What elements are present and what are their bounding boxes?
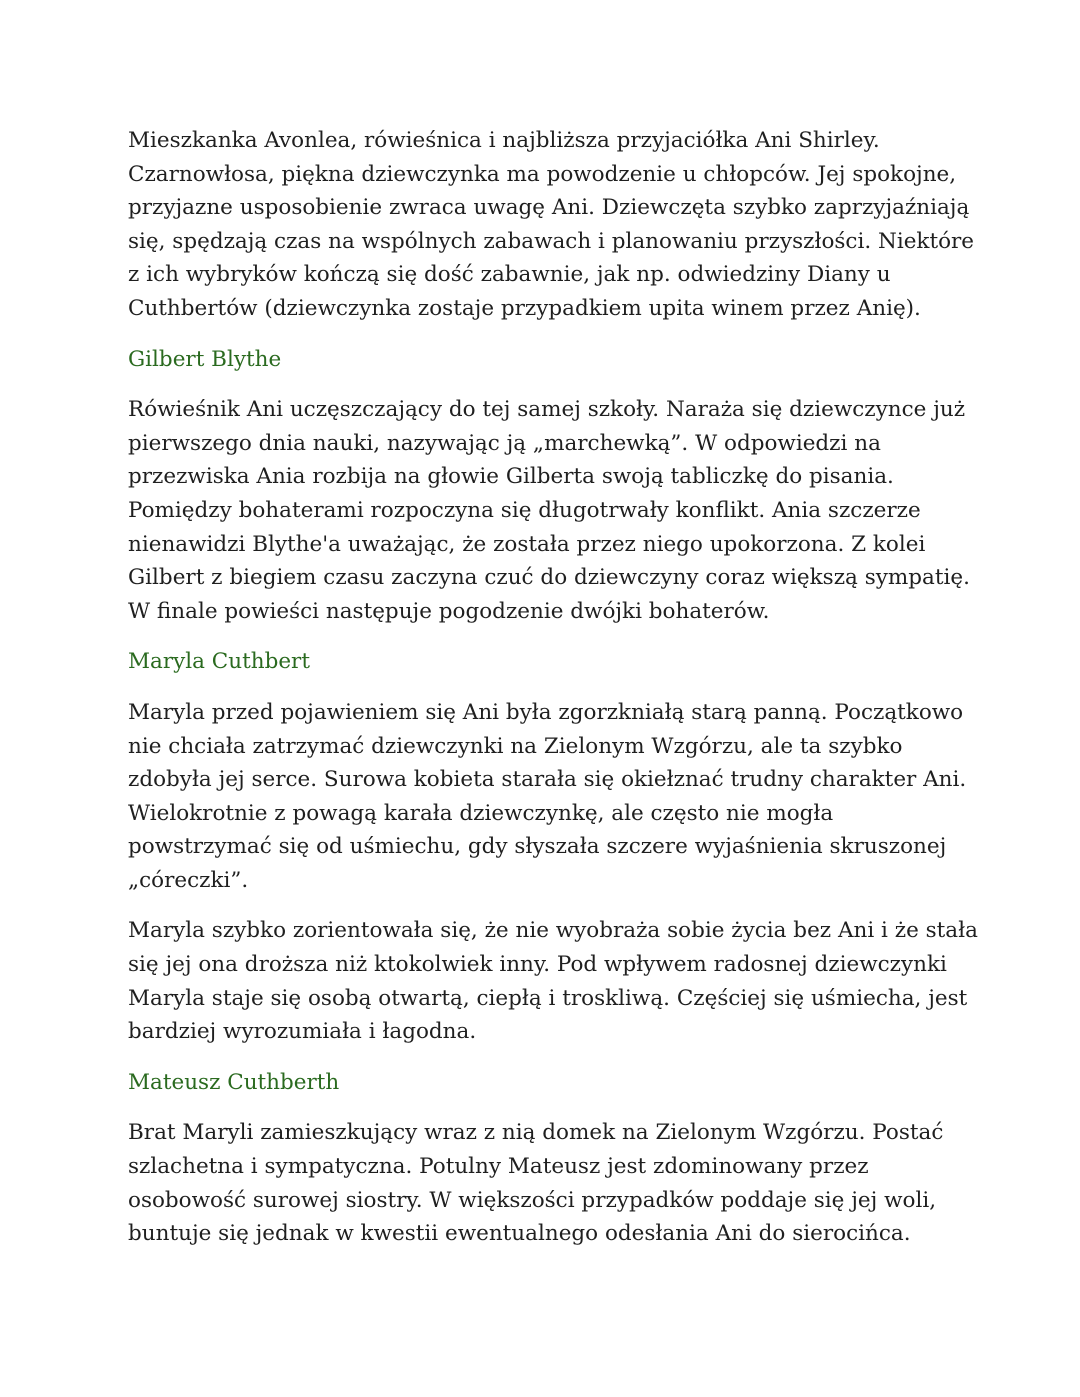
heading-maryla-cuthbert: Maryla Cuthbert	[128, 649, 310, 675]
text-line: Maryla przed pojawieniem się Ani była zgorzkniałą starą panną. Początkowo	[128, 699, 964, 725]
text-line: bardziej wyrozumiała i łagodna.	[128, 1019, 477, 1045]
text-line: Maryla staje się osobą otwartą, ciepłą i troskliwą. Częściej się uśmiecha, jest	[128, 985, 968, 1011]
text-line: się jej ona droższa niż ktokolwiek inny. Pod wpływem radosnej dziewczynki	[128, 952, 947, 978]
document-page	[128, 124, 978, 1268]
text-line: Gilbert z biegiem czasu zaczyna czuć do dziewczyny coraz większą sympatię.	[128, 565, 970, 591]
text-line: przyjazne usposobienie zwraca uwagę Ani. Dziewczęta szybko zaprzyjaźniają	[128, 195, 970, 221]
text-line: pierwszego dnia nauki, nazywając ją „marchewką”. W odpowiedzi na	[128, 430, 881, 456]
text-line: się, spędzają czas na wspólnych zabawach i planowaniu przyszłości. Niektóre	[128, 228, 975, 254]
text-line: Pomiędzy bohaterami rozpoczyna się długotrwały konflikt. Ania szczerze	[128, 497, 921, 523]
heading-gilbert-blythe: Gilbert Blythe	[128, 346, 282, 372]
maryla-paragraph-2	[128, 914, 978, 1048]
text-line: „córeczki”.	[128, 867, 249, 893]
text-line: nie chciała zatrzymać dziewczynki na Zielonym Wzgórzu, ale ta szybko	[128, 733, 903, 759]
text-line: powstrzymać się od uśmiechu, gdy słyszała szczere wyjaśnienia skruszonej	[128, 834, 947, 860]
text-line: Wielokrotnie z powagą karała dziewczynkę, ale często nie mogła	[128, 800, 834, 826]
text-line: buntuje się jednak w kwestii ewentualnego odesłania Ani do sierocińca.	[128, 1221, 911, 1247]
text-line: Cuthbertów (dziewczynka zostaje przypadkiem upita winem przez Anię).	[128, 295, 921, 321]
text-line: zdobyła jej serce. Surowa kobieta starała się okiełznać trudny charakter Ani.	[128, 767, 967, 793]
maryla-paragraph-1	[128, 696, 967, 898]
text-line: Maryla szybko zorientowała się, że nie wyobraża sobie życia bez Ani i że stała	[128, 918, 978, 944]
text-line: przezwiska Ania rozbija na głowie Gilberta swoją tabliczkę do pisania.	[128, 464, 894, 490]
text-line: nienawidzi Blythe'a uważając, że została przez niego upokorzona. Z kolei	[128, 531, 926, 557]
text-line: Rówieśnik Ani uczęszczający do tej samej szkoły. Naraża się dziewczynce już	[128, 397, 966, 423]
heading-mateusz-cuthberth: Mateusz Cuthberth	[128, 1069, 340, 1095]
mateusz-paragraph	[128, 1116, 958, 1250]
text-line: szlachetna i sympatyczna. Potulny Mateusz jest zdominowany przez	[128, 1154, 869, 1180]
text-line: osobowość surowej siostry. W większości przypadków poddaje się jej woli,	[128, 1187, 937, 1213]
text-line: W finale powieści następuje pogodzenie dwójki bohaterów.	[128, 598, 770, 624]
text-line: Mieszkanka Avonlea, rówieśnica i najbliższa przyjaciółka Ani Shirley.	[128, 128, 880, 153]
diana-paragraph	[128, 124, 975, 326]
text-line: Brat Maryli zamieszkujący wraz z nią domek na Zielonym Wzgórzu. Postać	[128, 1120, 944, 1146]
gilbert-paragraph	[128, 393, 970, 628]
text-line: Czarnowłosa, piękna dziewczynka ma powodzenie u chłopców. Jej spokojne,	[128, 161, 957, 187]
text-line: z ich wybryków kończą się dość zabawnie, jak np. odwiedziny Diany u	[128, 262, 891, 288]
